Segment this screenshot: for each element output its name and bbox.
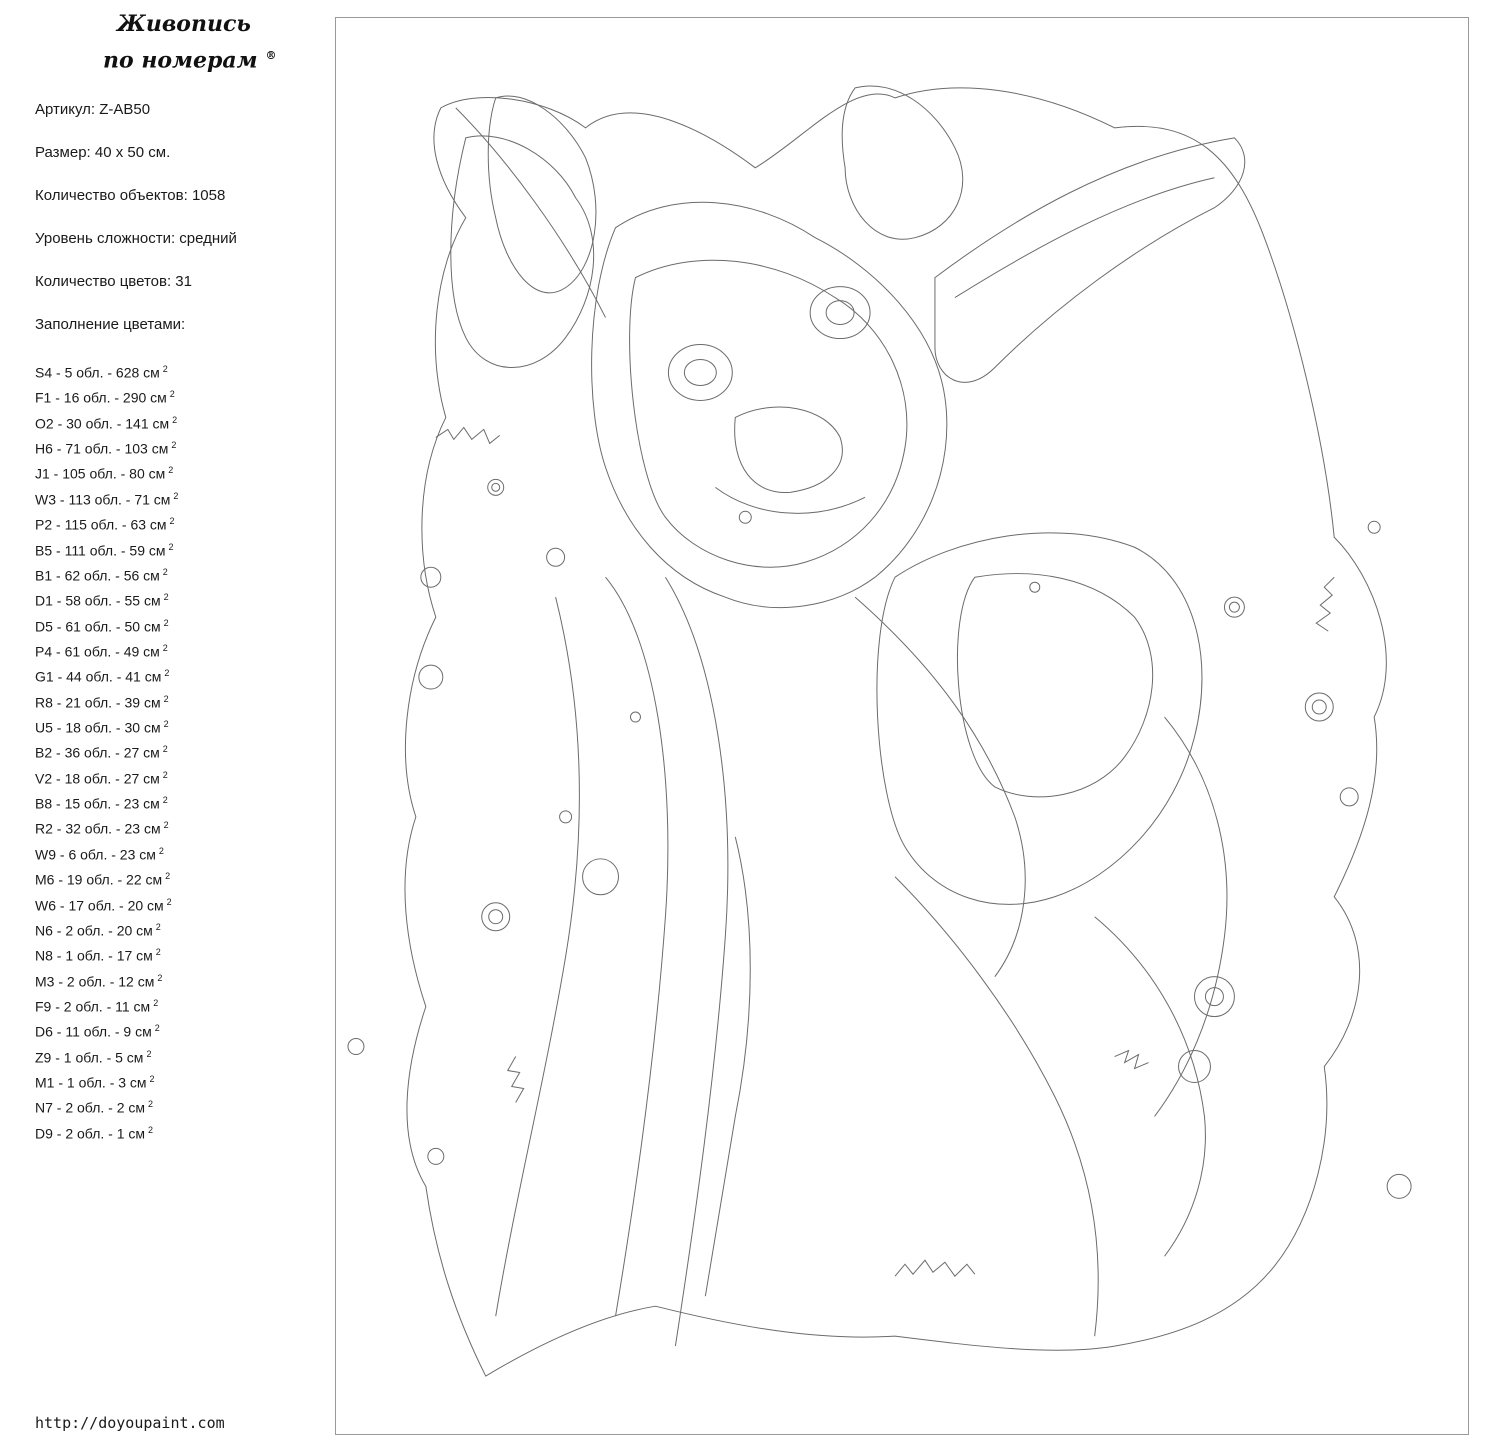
square-unit-exponent: 2 [148, 1124, 154, 1135]
color-fill-row [35, 663, 178, 688]
square-unit-exponent: 2 [163, 592, 169, 603]
color-fill-text: B5 - 111 обл. - 59 см [35, 542, 166, 559]
color-fill-row [35, 435, 178, 460]
color-fill-text: P2 - 115 обл. - 63 см [35, 516, 167, 533]
brand-logo [60, 8, 300, 76]
square-unit-exponent: 2 [155, 921, 161, 932]
square-unit-exponent: 2 [168, 541, 174, 552]
color-fill-row [35, 1018, 178, 1043]
color-fill-text: P4 - 61 обл. - 49 см [35, 643, 160, 660]
color-fill-row [35, 790, 178, 815]
square-unit-exponent: 2 [166, 896, 172, 907]
registered-mark: ® [265, 49, 277, 62]
square-unit-exponent: 2 [157, 972, 163, 983]
brand-line-2 [60, 40, 300, 76]
product-info [35, 99, 237, 357]
square-unit-exponent: 2 [163, 719, 169, 730]
color-fill-row [35, 942, 178, 967]
color-fill-text: R2 - 32 обл. - 23 см [35, 821, 161, 838]
color-fill-row [35, 562, 178, 587]
color-fill-row [35, 1069, 178, 1094]
color-fill-text: B1 - 62 обл. - 56 см [35, 567, 160, 584]
brand-line-2-text: по номерам [103, 47, 258, 74]
color-fill-text: M1 - 1 обл. - 3 см [35, 1074, 147, 1091]
objects-count-label: Количество объектов: 1058 [35, 187, 226, 204]
color-fill-row [35, 765, 178, 790]
color-fill-text: O2 - 30 обл. - 141 см [35, 415, 170, 432]
square-unit-exponent: 2 [162, 364, 168, 374]
color-fill-text: Z9 - 1 обл. - 5 см [35, 1049, 144, 1066]
color-fill-text: H6 - 71 обл. - 103 см [35, 440, 169, 457]
square-unit-exponent: 2 [158, 845, 164, 856]
square-unit-exponent: 2 [162, 769, 168, 780]
square-unit-exponent: 2 [155, 947, 161, 958]
color-fill-text: B2 - 36 обл. - 27 см [35, 745, 160, 762]
color-fill-row [35, 689, 178, 714]
color-fill-text: U5 - 18 обл. - 30 см [35, 719, 161, 736]
square-unit-exponent: 2 [173, 490, 179, 501]
color-fill-row [35, 638, 178, 663]
color-fill-text: N6 - 2 обл. - 20 см [35, 922, 153, 939]
color-fill-text: D9 - 2 обл. - 1 см [35, 1125, 145, 1142]
difficulty-label: Уровень сложности: средний [35, 230, 237, 247]
color-fill-text: F9 - 2 обл. - 11 см [35, 998, 151, 1015]
square-unit-exponent: 2 [163, 820, 169, 831]
color-fill-row [35, 613, 178, 638]
color-fill-row [35, 815, 178, 840]
color-fill-text: W6 - 17 обл. - 20 см [35, 897, 164, 914]
article-label: Артикул: Z-AB50 [35, 101, 151, 118]
color-fill-row [35, 739, 178, 764]
square-unit-exponent: 2 [171, 440, 177, 451]
color-fill-text: F1 - 16 обл. - 290 см [35, 390, 167, 407]
color-fill-row [35, 1120, 178, 1145]
square-unit-exponent: 2 [169, 389, 175, 400]
square-unit-exponent: 2 [162, 744, 168, 755]
square-unit-exponent: 2 [148, 1099, 154, 1110]
color-fill-row [35, 968, 178, 993]
color-fill-row [35, 1044, 178, 1069]
square-unit-exponent: 2 [163, 693, 169, 704]
color-fill-row [35, 841, 178, 866]
color-fill-text: M6 - 19 обл. - 22 см [35, 871, 163, 888]
colors-count-label: Количество цветов: 31 [35, 273, 192, 290]
color-fill-text: M3 - 2 обл. - 12 см [35, 973, 155, 990]
color-fill-text: D6 - 11 обл. - 9 см [35, 1024, 152, 1040]
square-unit-exponent: 2 [165, 871, 171, 882]
color-fill-text: V2 - 18 обл. - 27 см [35, 770, 160, 787]
color-fill-row [35, 1094, 178, 1119]
square-unit-exponent: 2 [169, 516, 175, 527]
color-fill-row [35, 993, 178, 1018]
website-link[interactable]: http://doyoupaint.com [35, 1414, 225, 1432]
color-fill-text: B8 - 15 обл. - 23 см [35, 795, 160, 812]
size-label: Размер: 40 x 50 см. [35, 144, 171, 161]
color-fill-text: D1 - 58 обл. - 55 см [35, 592, 161, 609]
square-unit-exponent: 2 [153, 997, 159, 1008]
color-fill-text: D5 - 61 обл. - 50 см [35, 618, 161, 635]
square-unit-exponent: 2 [162, 642, 168, 653]
color-fill-row [35, 384, 178, 409]
color-fill-row [35, 892, 178, 917]
color-fill-row [35, 917, 178, 942]
color-fill-text: S4 - 5 обл. - 628 см [35, 364, 160, 381]
fill-heading: Заполнение цветами: [35, 316, 186, 333]
color-fill-text: N7 - 2 обл. - 2 см [35, 1100, 145, 1117]
square-unit-exponent: 2 [168, 465, 174, 476]
square-unit-exponent: 2 [154, 1023, 160, 1034]
color-fill-row [35, 537, 178, 562]
square-unit-exponent: 2 [146, 1048, 152, 1059]
color-fill-text: G1 - 44 обл. - 41 см [35, 668, 162, 685]
brand-line-1: Живопись [117, 11, 251, 37]
color-fill-row [35, 714, 178, 739]
square-unit-exponent: 2 [162, 795, 168, 806]
color-fill-row [35, 486, 178, 511]
color-fill-text: J1 - 105 обл. - 80 см [35, 466, 166, 483]
color-fill-row [35, 410, 178, 435]
color-fill-text: N8 - 1 обл. - 17 см [35, 947, 153, 964]
color-fill-row [35, 460, 178, 485]
square-unit-exponent: 2 [163, 617, 169, 628]
square-unit-exponent: 2 [162, 566, 168, 577]
square-unit-exponent: 2 [149, 1074, 155, 1085]
color-fill-row [35, 866, 178, 891]
square-unit-exponent: 2 [164, 668, 170, 679]
color-fill-row [35, 359, 178, 384]
coloring-canvas [335, 17, 1469, 1435]
color-fill-text: R8 - 21 обл. - 39 см [35, 694, 161, 711]
square-unit-exponent: 2 [172, 414, 178, 425]
color-fill-list [35, 359, 178, 1145]
color-fill-text: W9 - 6 обл. - 23 см [35, 846, 156, 863]
color-fill-row [35, 511, 178, 536]
color-fill-row [35, 587, 178, 612]
color-fill-text: W3 - 113 обл. - 71 см [35, 491, 171, 508]
line-art-drawing [336, 18, 1468, 1434]
